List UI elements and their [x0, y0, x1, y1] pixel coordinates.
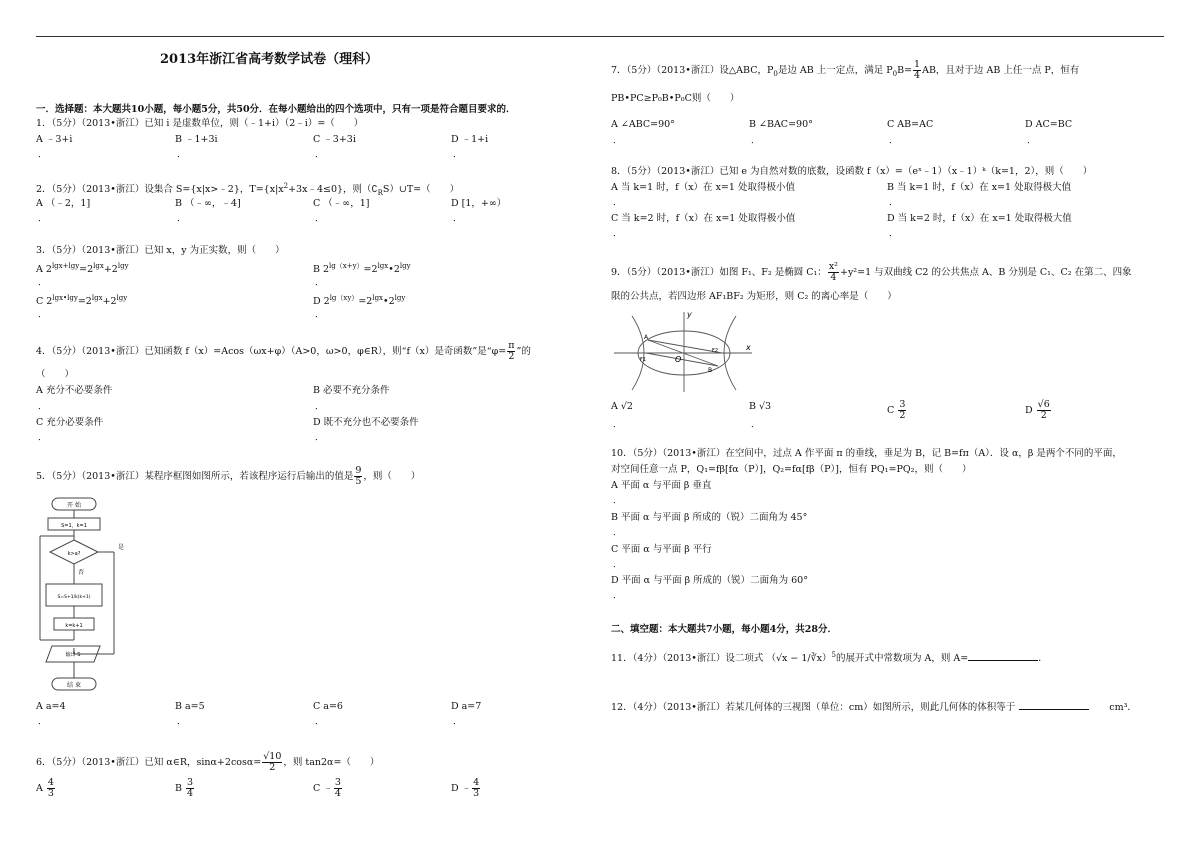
question-1-stem: 1．（5分）（2013•浙江）已知 i 是虚数单位，则（﹣1+i）（2﹣i）=（ ）	[36, 118, 364, 129]
section-heading-fill: 二、填空题：本大题共7小题，每小题4分，共28分．	[611, 624, 837, 635]
fig-x-label: x	[746, 343, 751, 352]
q10-dot: ．	[613, 496, 623, 506]
question-10-line2: 对空间任意一点 P，Q₁=fβ[fα（P）]，Q₂=fα[fβ（P）]，恒有 PQ₁=PQ₂，则（ ）	[611, 464, 972, 475]
q8-dot: ．	[613, 229, 623, 239]
fc-init-label: S=1，k=1	[61, 523, 87, 529]
q3-option-b: B $2^{lg(x+y)}=2^{lgx}•2^{lgy}$	[313, 262, 411, 276]
page-title: 2013年浙江省高考数学试卷（理科）	[160, 52, 379, 67]
question-3-stem: 3．（5分）（2013•浙江）已知 x，y 为正实数，则（ ）	[36, 245, 285, 256]
fig-point-a-label: A	[644, 334, 649, 341]
q8-option-a: A 当 k=1 时，f（x）在 x=1 处取得极小值	[611, 182, 795, 193]
q9-dot: ．	[613, 420, 623, 430]
question-10-stem: 10．（5分）（2013•浙江）在空间中，过点 A 作平面 π 的垂线，垂足为 B，记 B=fπ（A）．设 α，β 是两个不同的平面，	[611, 448, 1122, 459]
question-7-inequality: PB•PC≥P₀B•P₀C则（ ）	[611, 93, 740, 104]
q9-option-d: D $\frac{√6}{2}$	[1025, 399, 1050, 421]
q9-option-c: C $\frac{3}{2}$	[887, 399, 906, 421]
q6-option-b: B $\frac{3}{4}$	[175, 777, 194, 799]
q5-option-c: C a=6	[313, 701, 343, 712]
q5-option-b: B a=5	[175, 701, 205, 712]
q8-option-c: C 当 k=2 时，f（x）在 x=1 处取得极小值	[611, 213, 796, 224]
q2-option-d: D [1，+∞）	[451, 198, 507, 209]
section-heading-choice: 一．选择题：本大题共10小题，每小题5分，共50分．在每小题给出的四个选项中，只有一项是符合题目要求的．	[36, 104, 516, 115]
q3-dot: ．	[315, 310, 325, 320]
q8-dot: ．	[613, 198, 623, 208]
q2-option-a: A （﹣2，1]	[36, 198, 91, 209]
q11-answer-blank[interactable]	[968, 651, 1038, 661]
q1-dot: ．	[315, 150, 325, 160]
q7-option-d: D AC=BC	[1025, 119, 1073, 130]
question-5-stem: 5．（5分）（2013•浙江）某程序框图如图所示，若该程序运行后输出的值是 $\frac{9}{5}$ ，则（ ）	[36, 465, 421, 487]
q3-option-a: A $2^{lgx+lgy}=2^{lgx}+2^{lgy}$	[36, 262, 129, 276]
q7-option-a: A ∠ABC=90°	[611, 119, 675, 130]
ellipse-hyperbola-figure	[612, 308, 760, 394]
q10-option-a: A 平面 α 与平面 β 垂直	[611, 480, 712, 491]
fc-inc-label: k=k+1	[65, 623, 83, 629]
fc-out-label: 输出 S	[65, 652, 81, 658]
q4-option-c: C 充分必要条件	[36, 417, 104, 428]
q8-option-b: B 当 k=1 时，f（x）在 x=1 处取得极大值	[887, 182, 1072, 193]
header-rule	[36, 36, 1164, 37]
q3-dot: ．	[38, 310, 48, 320]
q7-option-b: B ∠BAC=90°	[749, 119, 813, 130]
q10-option-b: B 平面 α 与平面 β 所成的（锐）二面角为 45°	[611, 512, 808, 523]
fc-no-label: 否	[78, 569, 85, 576]
q4-option-a: A 充分不必要条件	[36, 385, 113, 396]
q5-dot: ．	[38, 717, 48, 727]
q10-dot: ．	[613, 560, 623, 570]
question-7-stem: 7．（5分）（2013•浙江）设△ABC，$P_0$是边 AB 上一定点，满足 $P_0B=$ $\frac{1}{4}$ AB，且对于边 AB 上任一点 P，恒有	[611, 59, 1080, 81]
q8-option-d: D 当 k=2 时，f（x）在 x=1 处取得极大值	[887, 213, 1072, 224]
fig-y-label: y	[687, 310, 692, 319]
q5-dot: ．	[453, 717, 463, 727]
q5-option-d: D a=7	[451, 701, 482, 712]
q1-dot: ．	[453, 150, 463, 160]
q1-option-b: B ﹣1+3i	[175, 134, 218, 145]
q4-paren: （ ）	[36, 369, 75, 380]
question-11-stem: 11．（4分）（2013•浙江）设二项式 （√x − 1/∛x）$^5$的展开式中常数项为 A，则 A= ．	[611, 651, 1048, 665]
q10-dot: ．	[613, 591, 623, 601]
question-8-stem: 8．（5分）（2013•浙江）已知 e 为自然对数的底数，设函数 f（x）=（eˣ﹣1）（x﹣1）ᵏ（k=1，2），则（ ）	[611, 166, 1093, 177]
q7-dot: ．	[613, 136, 623, 146]
fc-end-label: 结 束	[67, 682, 81, 689]
q1-option-c: C ﹣3+3i	[313, 134, 356, 145]
q2-dot: ．	[38, 214, 48, 224]
q9-dot: ．	[751, 420, 761, 430]
q9-option-b: B √3	[749, 401, 772, 412]
q8-dot: ．	[889, 229, 899, 239]
question-9-stem: 9．（5分）（2013•浙江）如图 F₁、F₂ 是椭圆 C₁： $\frac{\text{x²}}{4}$ +y²=1 与双曲线 C2 的公共焦点 A、B 分别是 C₁、C₂ 在第二、四象	[611, 261, 1132, 283]
fc-update-label: S=S+1/k(k+1)	[57, 595, 91, 600]
q6-option-d: D ﹣ $\frac{4}{3}$	[451, 777, 480, 799]
q12-answer-blank[interactable]	[1019, 700, 1089, 710]
q8-dot: ．	[889, 198, 899, 208]
q4-option-b: B 必要不充分条件	[313, 385, 390, 396]
q5-dot: ．	[315, 717, 325, 727]
question-12-stem: 12．（4分）（2013•浙江）若某几何体的三视图（单位：cm）如图所示，则此几何体的体积等于 cm³．	[611, 702, 1137, 713]
q6-option-a: A $\frac{4}{3}$	[36, 777, 54, 799]
fc-yes-label: 是	[118, 544, 125, 551]
q7-dot: ．	[889, 136, 899, 146]
q2-dot: ．	[177, 214, 187, 224]
q6-option-c: C ﹣ $\frac{3}{4}$	[313, 777, 341, 799]
question-9-line2: 限的公共点，若四边形 AF₁BF₂ 为矩形，则 C₂ 的离心率是（ ）	[611, 291, 897, 302]
q1-option-a: A ﹣3+i	[36, 134, 73, 145]
q4-option-d: D 既不充分也不必要条件	[313, 417, 419, 428]
q4-dot: ．	[38, 402, 48, 412]
q3-option-c: C $2^{lgx•lgy}=2^{lgx}+2^{lgy}$	[36, 294, 128, 308]
q4-dot: ．	[315, 433, 325, 443]
fc-cond-label: k>a?	[67, 551, 81, 557]
q9-option-a: A √2	[611, 401, 633, 412]
q10-option-c: C 平面 α 与平面 β 平行	[611, 544, 712, 555]
q1-dot: ．	[38, 150, 48, 160]
q1-dot: ．	[177, 150, 187, 160]
program-flowchart	[36, 494, 136, 694]
fig-origin-label: O	[675, 355, 682, 364]
q1-option-d: D ﹣1+i	[451, 134, 489, 145]
q10-dot: ．	[613, 528, 623, 538]
fig-f1-label: F1	[640, 357, 647, 363]
q2-dot: ．	[315, 214, 325, 224]
fig-point-b-label: B	[708, 367, 713, 374]
q2-option-c: C （﹣∞，1]	[313, 198, 370, 209]
q10-option-d: D 平面 α 与平面 β 所成的（锐）二面角为 60°	[611, 575, 808, 586]
fig-f2-label: F2	[712, 348, 719, 354]
q5-option-a: A a=4	[36, 701, 66, 712]
q3-dot: ．	[315, 278, 325, 288]
q7-dot: ．	[751, 136, 761, 146]
question-4-stem: 4．（5分）（2013•浙江）已知函数 f（x）=Acos（ωx+φ）（A>0，ω>0，φ∈R），则“f（x）是奇函数”是“φ= $\frac{\pi}{2}$ ”的	[36, 340, 531, 362]
q2-dot: ．	[453, 214, 463, 224]
q4-dot: ．	[315, 402, 325, 412]
q7-option-c: C AB=AC	[887, 119, 934, 130]
q3-option-d: D $2^{lg(xy)}=2^{lgx}•2^{lgy}$	[313, 294, 406, 308]
q7-dot: ．	[1027, 136, 1037, 146]
q4-dot: ．	[38, 433, 48, 443]
fc-start-label: 开 始	[67, 502, 81, 509]
q3-dot: ．	[38, 278, 48, 288]
q2-option-b: B （﹣∞，﹣4]	[175, 198, 241, 209]
question-6-stem: 6．（5分）（2013•浙江）已知 α∈R，sinα+2cosα= $\frac{√10}{2}$ ，则 tan2α=（ ）	[36, 751, 380, 773]
question-2-stem: 2．（5分）（2013•浙江）设集合 S={x|x>﹣2}，$T=\{x|x^2+3x﹣4\le 0\}$，则$(∁_RS)\cup T=$（ ）	[36, 182, 460, 198]
q5-dot: ．	[177, 717, 187, 727]
